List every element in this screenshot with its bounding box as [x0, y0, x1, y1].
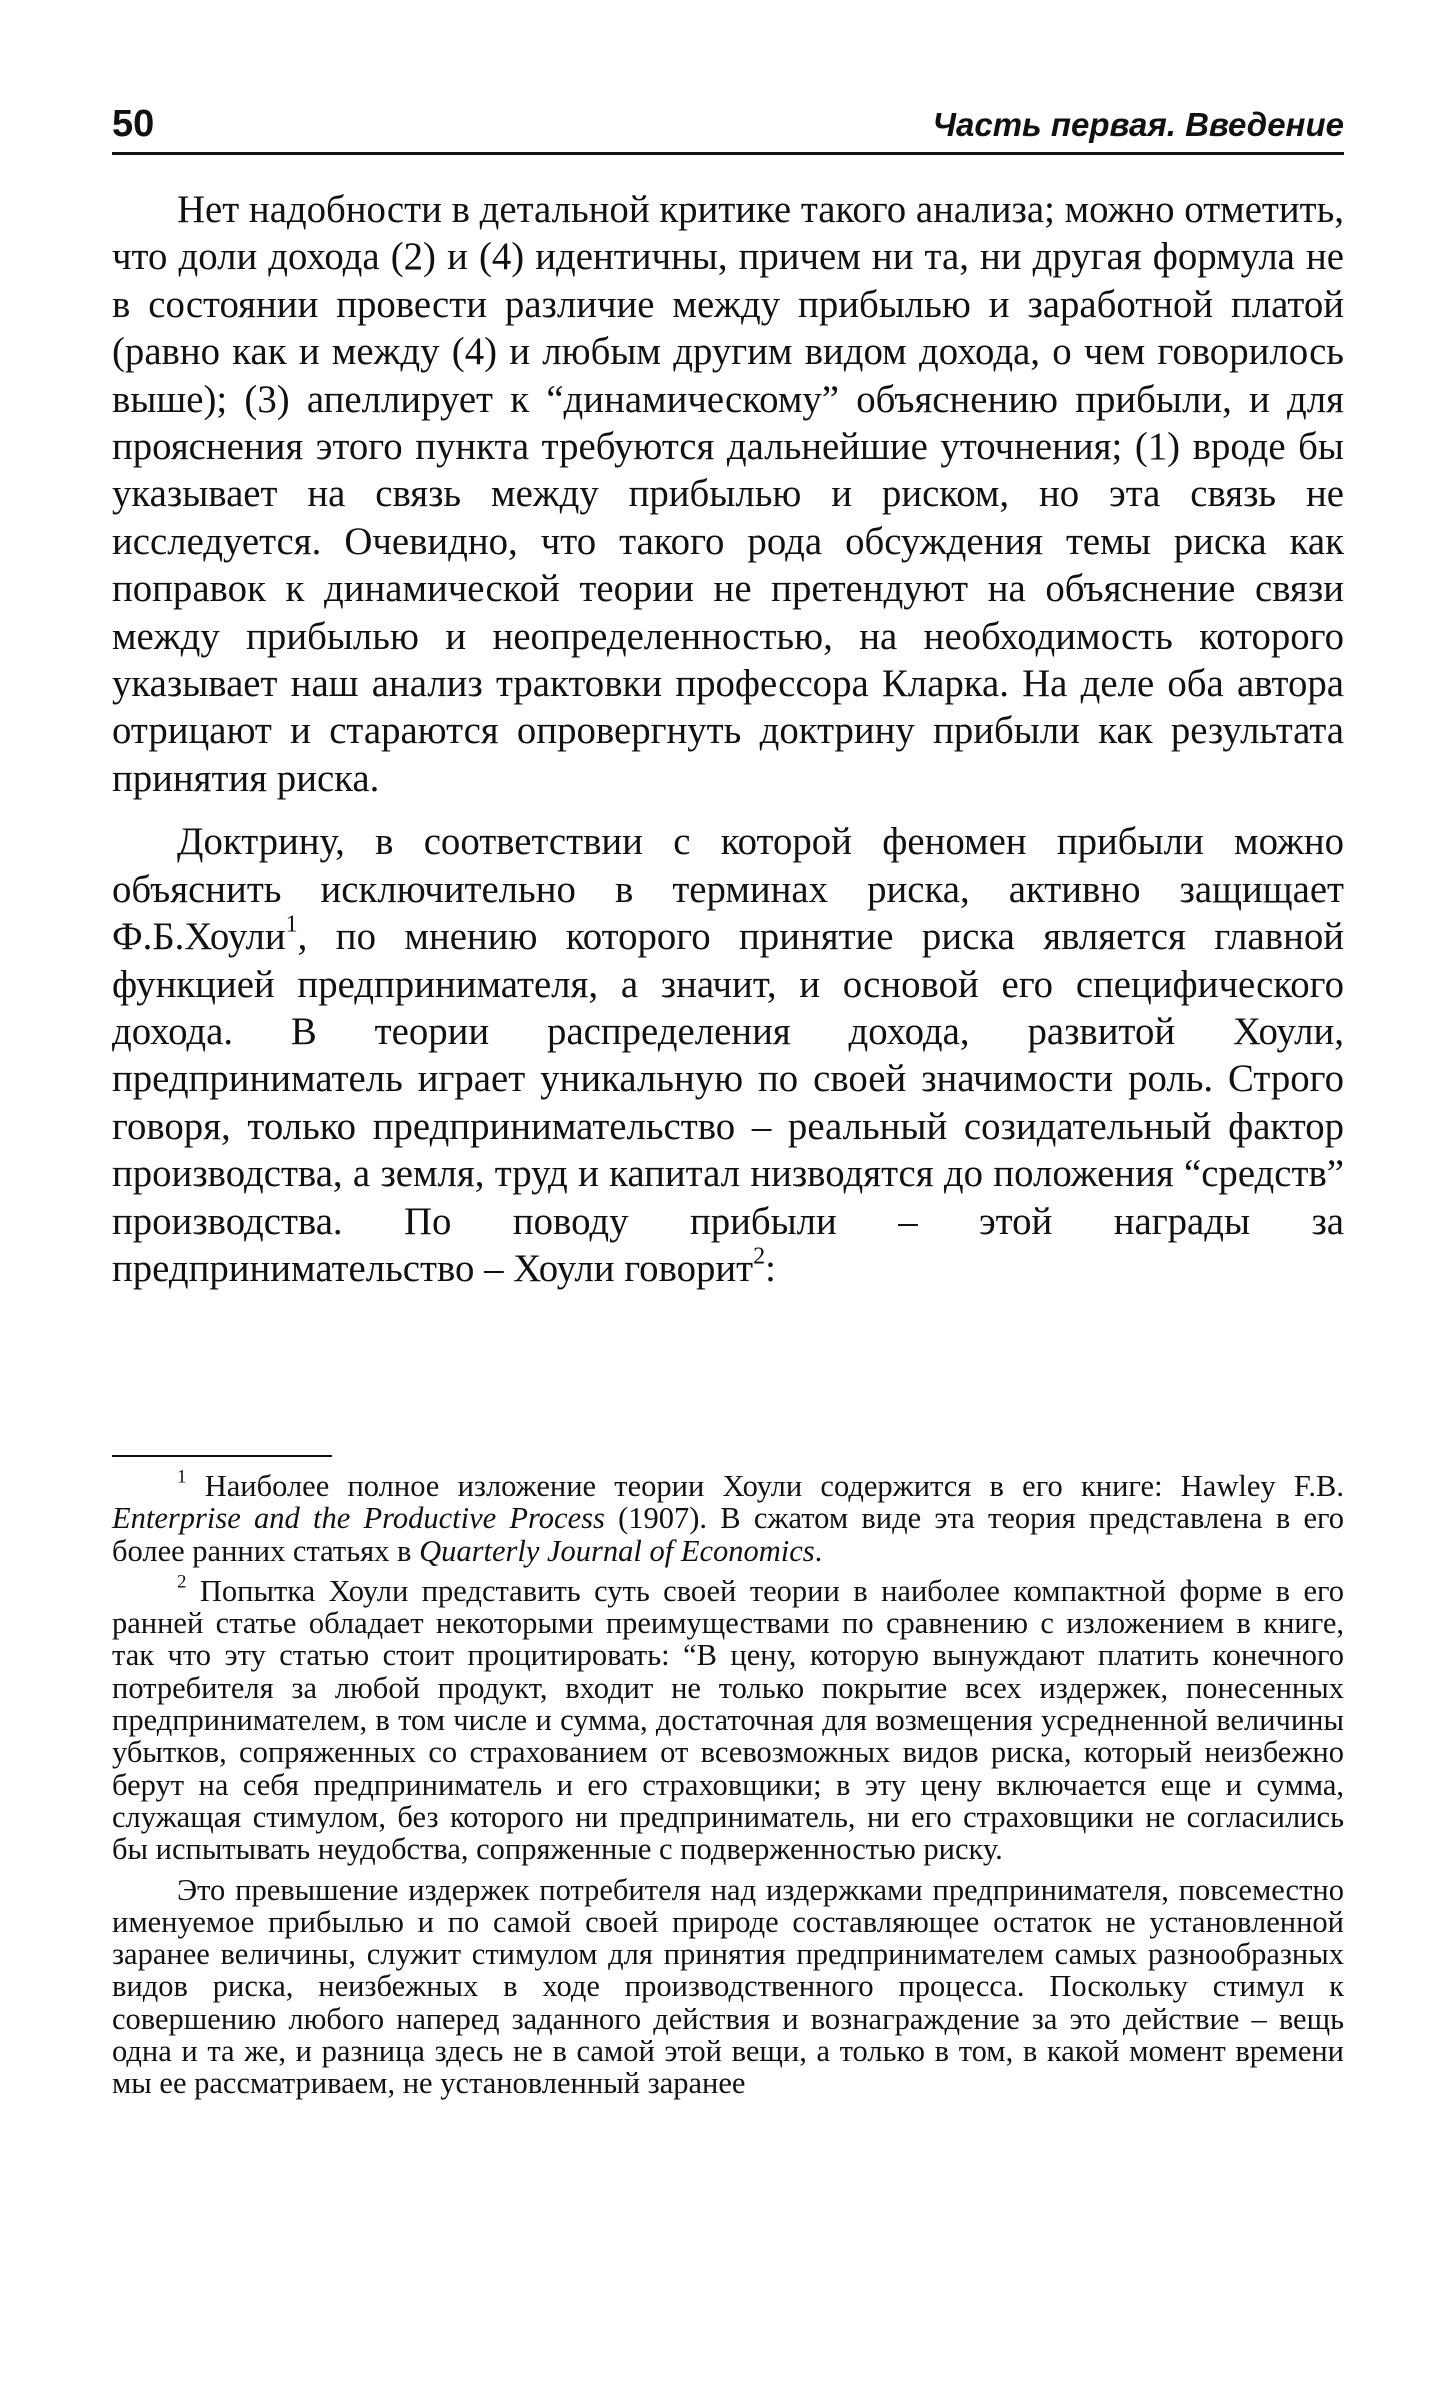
footnote-ref-2: 2	[753, 1243, 766, 1270]
main-text	[112, 186, 1344, 1292]
footnote-1	[112, 1466, 1345, 1568]
paragraph-2	[112, 818, 1344, 1292]
footnote-2	[112, 1571, 1344, 1867]
running-head: Часть первая. Введение	[932, 106, 1344, 143]
paragraph-2-text-a: Доктрину, в соответствии с которой феномен прибыли можно объяснить исключительно в терминах риска, активно защищает Ф.Б.Хоули	[112, 820, 1344, 959]
footnote-1-text-a: Наиболее полное изложение теории Хоули содержится в его книге: Hawley F.B.	[186, 1469, 1344, 1503]
paragraph-2-text-c: :	[765, 1246, 776, 1290]
footnote-1-marker: 1	[177, 1466, 187, 1488]
footnote-1-text-c: .	[814, 1533, 823, 1568]
footnote-ref-1: 1	[285, 911, 298, 938]
paragraph-1: Нет надобности в детальной критике такого анализа; можно отметить, что доли дохода (2) и (4) идентичны, причем ни та, ни другая формула не в состоянии провести различие между прибылью и заработной платой (равно как и между (4) и любым другим видом дохода, о чем говорилось выше); (3) апеллирует к “динамическому” объяснению прибыли, и для прояснения этого пункта требуются дальнейшие уточнения; (1) вроде бы указывает на связь между прибылью и риском, но эта связь не исследуется. Очевидно, что такого рода обсуждения темы риска как поправок к динамической теории не претендуют на объяснение связи между прибылью и неопределенностью, на необходимость которого указывает наш анализ трактовки профессора Кларка. На деле оба автора отрицают и стараются опровергнуть доктрину прибыли как результата принятия риска.	[112, 188, 1344, 800]
footnote-rule	[112, 1455, 332, 1457]
footnote-1-book-title: Enterprise and the Productive Process	[112, 1501, 605, 1536]
footnote-1-text-b: (1907). В сжатом виде эта теория представлена в его более ранних статьях в	[112, 1501, 1345, 1568]
page-header	[112, 100, 1344, 160]
footnote-2-marker: 2	[177, 1571, 187, 1593]
page-number: 50	[112, 103, 155, 145]
footnotes	[112, 1466, 1345, 2101]
paragraph-2-text-b: , по мнению которого принятие риска является главной функцией предпринимателя, а значит, и основой его специфического дохода. В теории распределения дохода, развитой Хоули, предприниматель играет уникальную по своей значимости роль. Строго говоря, только предпринимательство – реальный созидательный фактор производства, а земля, труд и капитал низводятся до положения “средств” производства. По поводу прибыли – этой награды за предпринимательство – Хоули говорит	[112, 915, 1344, 1290]
footnote-2-continued: Это превышение издержек потребителя над издержками предпринимателя, повсеместно именуемое прибылью и по самой своей природе составляющее остаток не установленной заранее величины, служит стимулом для принятия предпринимателем самых разнообразных видов риска, неизбежных в ходе производственного процесса. Поскольку стимул к совершению любого наперед заданного действия и вознаграждение за это действие – вещь одна и та же, и разница здесь не в самой этой вещи, а только в том, в какой момент времени мы ее рассматриваем, не установленный заранее	[112, 1872, 1344, 2101]
footnote-2-text: Попытка Хоули представить суть своей теории в наиболее компактной форме в его ранней статье обладает некоторыми преимуществами по сравнению с изложением в книге, так что эту статью стоит процитировать: “В цену, которую вынуждают платить конечного потребителя за любой продукт, входит не только покрытие всех издержек, понесенных предпринимателем, в том числе и сумма, достаточная для возмещения усредненной величины убытков, сопряженных со страхованием от всевозможных видов риска, который неизбежно берут на себя предприниматель и его страховщики; в эту цену включается еще и сумма, служащая стимулом, без которого ни предприниматель, ни его страховщики не согласились бы испытывать неудобства, сопряженные с подверженностью риску.	[112, 1573, 1344, 1867]
footnote-1-journal: Quarterly Journal of Economics	[419, 1533, 815, 1568]
header-rule	[112, 152, 1344, 155]
